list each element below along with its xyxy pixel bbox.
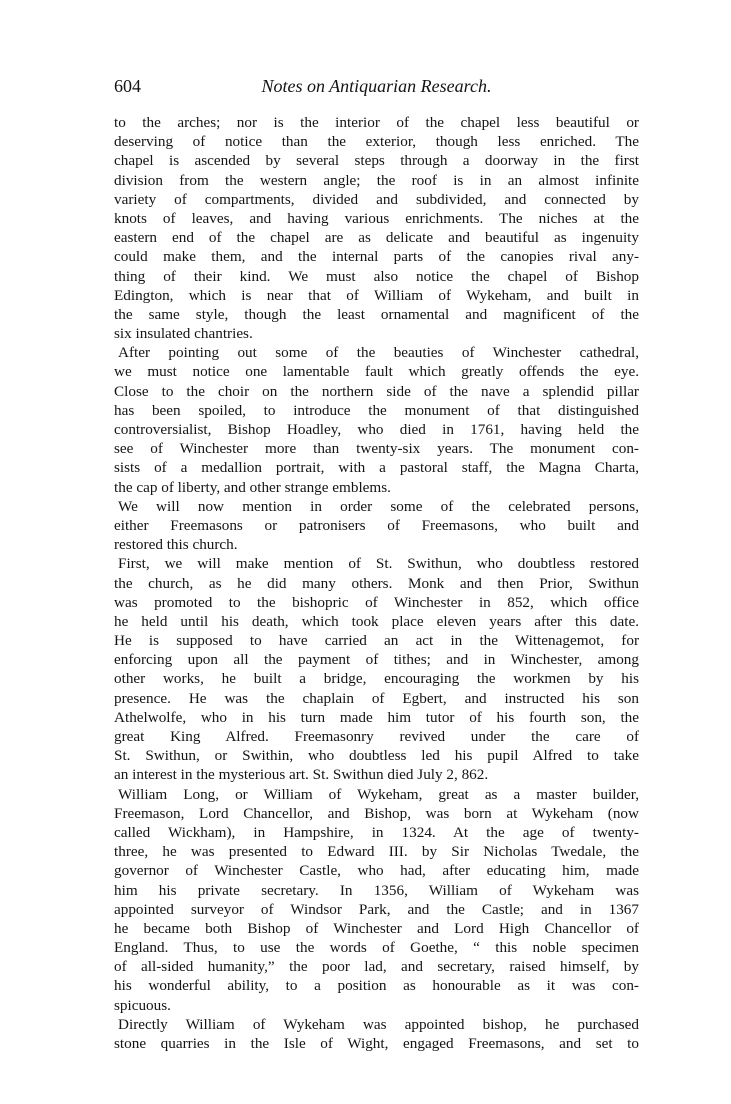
text-line: he became both Bishop of Winchester and Lord High Chancellor of — [114, 919, 639, 937]
text-line: Athelwolfe, who in his turn made him tutor of his fourth son, the — [114, 708, 639, 726]
text-line: his wonderful ability, to a position as honourable as it was con- — [114, 977, 639, 995]
text-line: restored this church. — [114, 536, 238, 554]
text-line: controversialist, Bishop Hoadley, who died in 1761, having held the — [114, 421, 639, 438]
text-line: Edington, which is near that of William of Wykeham, and built in — [114, 286, 639, 304]
text-line: the church, as he did many others. Monk and then Prior, Swithun — [114, 574, 639, 592]
body-text — [114, 113, 639, 1053]
text-line: called Wickham), in Hampshire, in 1324. At the age of twenty- — [114, 823, 639, 841]
text-line: him his private secretary. In 1356, William of Wykeham was — [114, 881, 639, 899]
text-line: England. Thus, to use the words of Goethe, “ this noble specimen — [114, 939, 639, 957]
text-line: He is supposed to have carried an act in the Wittenagemot, for — [114, 632, 639, 650]
text-line: six insulated chantries. — [114, 325, 253, 343]
text-line: the cap of liberty, and other strange emblems. — [114, 478, 391, 496]
text-line: knots of leaves, and having various enrichments. The niches at the — [114, 209, 639, 227]
text-line: chapel is ascended by several steps through a doorway in the first — [114, 152, 639, 170]
text-line: an interest in the mysterious art. St. Swithun died July 2, 862. — [114, 766, 489, 784]
text-line: deserving of notice than the exterior, though less enriched. The — [114, 133, 639, 151]
text-line: was promoted to the bishopric of Winchester in 852, which office — [114, 593, 639, 611]
running-head — [114, 76, 639, 100]
text-line: sists of a medallion portrait, with a pastoral staff, the Magna Charta, — [114, 459, 639, 477]
text-line: spicuous. — [114, 996, 171, 1014]
text-line: could make them, and the internal parts of the canopies rival any- — [114, 248, 639, 266]
text-line: Close to the choir on the northern side of the nave a splendid pillar — [114, 382, 639, 400]
text-line: to the arches; nor is the interior of the chapel less beautiful or — [114, 114, 639, 131]
running-title: Notes on Antiquarian Research. — [261, 76, 492, 96]
text-line: has been spoiled, to introduce the monument of that distinguished — [114, 401, 639, 419]
text-line: First, we will make mention of St. Swithun, who doubtless restored — [118, 555, 639, 573]
text-line: thing of their kind. We must also notice the chapel of Bishop — [114, 267, 639, 285]
text-line: we must notice one lamentable fault which greatly offends the eye. — [114, 363, 639, 381]
text-line: of all-sided humanity,” the poor lad, and secretary, raised himself, by — [114, 958, 639, 976]
text-line: the same style, though the least ornamental and magnificent of the — [114, 305, 639, 323]
text-line: governor of Winchester Castle, who had, after educating him, made — [114, 862, 639, 880]
text-line: eastern end of the chapel are as delicate and beautiful as ingenuity — [114, 229, 639, 247]
text-line: Directly William of Wykeham was appointed bishop, he purchased — [118, 1015, 639, 1033]
text-line: he held until his death, which took place eleven years after this date. — [114, 612, 639, 630]
text-line: stone quarries in the Isle of Wight, engaged Freemasons, and set to — [114, 1035, 639, 1052]
text-line: After pointing out some of the beauties of Winchester cathedral, — [118, 344, 639, 362]
text-line: presence. He was the chaplain of Egbert, and instructed his son — [114, 689, 639, 707]
text-line: Freemason, Lord Chancellor, and Bishop, was born at Wykeham (now — [114, 804, 639, 822]
text-line: great King Alfred. Freemasonry revived under the care of — [114, 728, 639, 745]
text-line: three, he was presented to Edward III. by Sir Nicholas Twedale, the — [114, 843, 639, 861]
text-line: other works, he built a bridge, encouraging the workmen by his — [114, 670, 639, 688]
text-line: St. Swithun, or Swithin, who doubtless led his pupil Alfred to take — [114, 747, 639, 765]
page-number: 604 — [114, 76, 141, 96]
text-line: either Freemasons or patronisers of Freemasons, who built and — [114, 516, 639, 534]
text-line: see of Winchester more than twenty-six years. The monument con- — [114, 440, 639, 458]
text-line: William Long, or William of Wykeham, great as a master builder, — [118, 785, 639, 803]
text-line: We will now mention in order some of the celebrated persons, — [118, 497, 639, 515]
text-line: enforcing upon all the payment of tithes; and in Winchester, among — [114, 651, 639, 669]
text-line: variety of compartments, divided and subdivided, and connected by — [114, 190, 639, 208]
text-line: division from the western angle; the roof is in an almost infinite — [114, 171, 639, 189]
text-line: appointed surveyor of Windsor Park, and the Castle; and in 1367 — [114, 900, 639, 918]
